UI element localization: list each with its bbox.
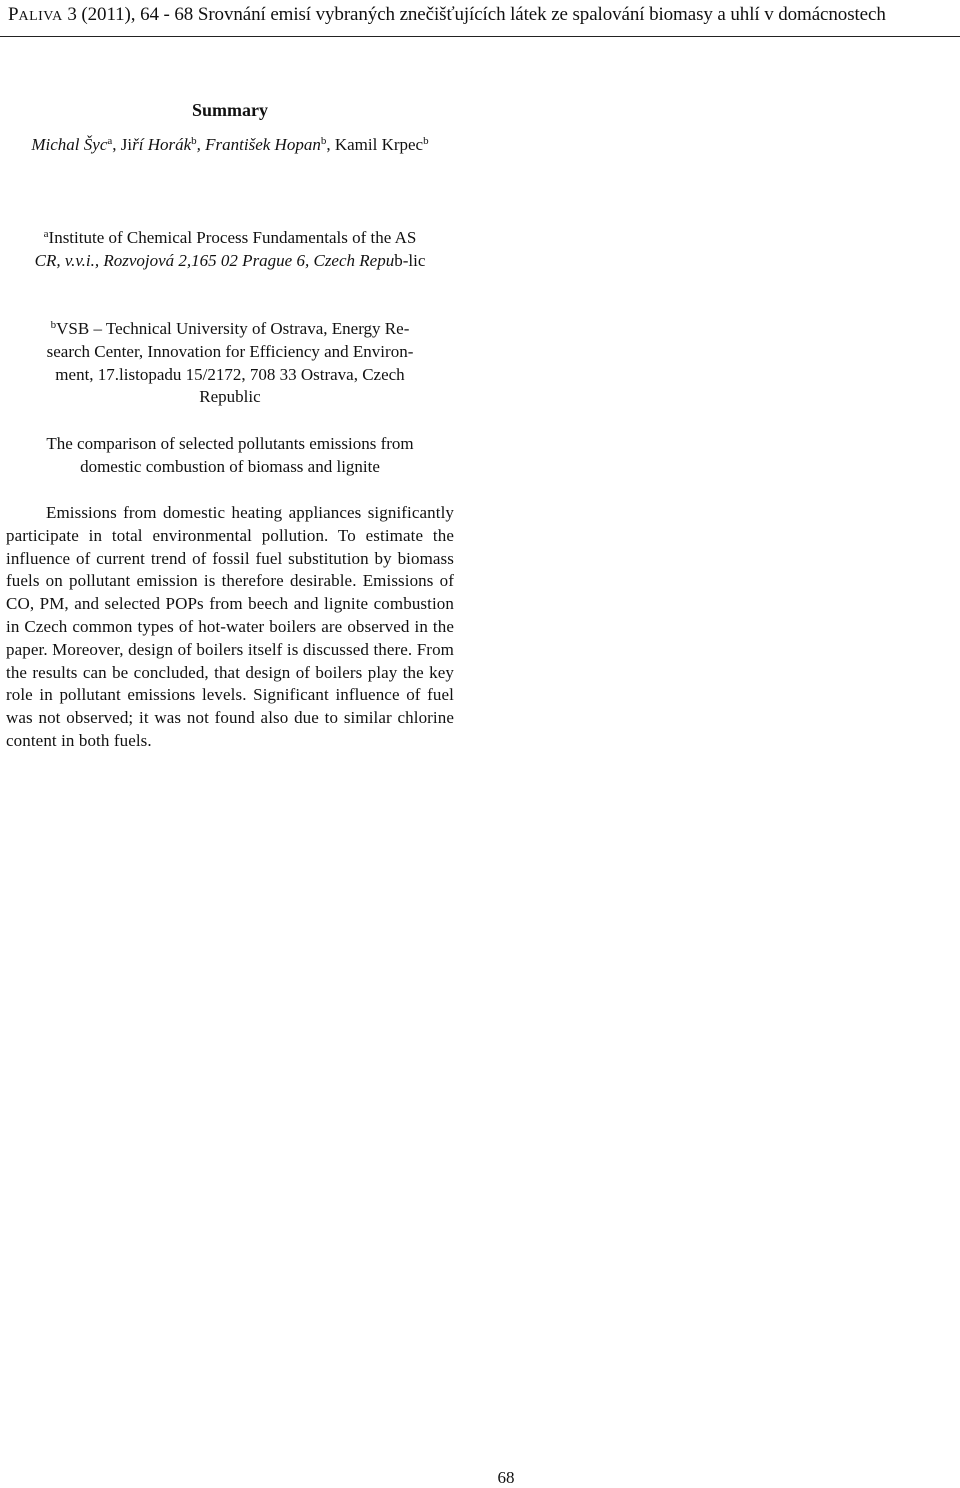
author-affiliation-mark: b [320, 135, 327, 147]
running-header [8, 4, 958, 26]
author-name: Jiří Horák [120, 135, 192, 154]
running-title: Srovnání emisí vybraných znečišťujících látek ze spalování biomasy a uhlí v domácnostech [197, 4, 886, 25]
author-affiliation-mark: a [107, 135, 113, 147]
author-affiliation-mark: b [423, 135, 429, 147]
summary-heading: Summary [192, 100, 268, 120]
affiliation-a: $^a$Institute of Chemical Process Fundamentals of the AS CR, v.v.i., Rozvojová 2,165 02 Prague 6, Czech Repub-lic [34, 228, 426, 270]
author-name: František Hopan [205, 135, 321, 154]
english-title: The comparison of selected pollutants emissions from domestic combustion of biomass and lignite [46, 434, 414, 476]
author-name: Kamil Krpec [334, 135, 424, 154]
affiliation-b: $^b$VSB – Technical University of Ostrava, Energy Re- search Center, Innovation for Efficiency and Environ- ment, 17.listopadu 15/2172, 708 33 Ostrava, Czech Republic [46, 319, 414, 407]
affiliation-mark: a [43, 228, 49, 240]
author-name: Michal Šyc [31, 135, 108, 154]
page-number: 68 [497, 1468, 515, 1487]
journal-name: PALIVA [8, 4, 63, 25]
abstract-paragraph [6, 502, 454, 753]
affiliation-mark: b [50, 319, 57, 331]
author-list: Michal Šyc$^a$, Jiří Horák$^b$, František Hopan$^b$, Kamil Krpec$^b$ [31, 135, 429, 154]
header-rule [0, 36, 960, 37]
journal-issue: 3 (2011), 64 - 68 [67, 4, 194, 25]
abstract-text: Emissions from domestic heating appliances significantly participate in total environmental pollution. To estimate the influence of current trend of fossil fuel substitution by biomass fuels on pollutant emission is therefore desirable. Emissions of CO, PM, and selected POPs from beech and lignite combustion in Czech common types of hot-water boilers are observed in the paper. Moreover, design of boilers itself is discussed there. From the results can be concluded, that design of boilers play the key role in pollutant emissions levels. Significant influence of fuel was not observed; it was not found also due to similar chlorine content in both fuels. [6, 503, 454, 750]
author-affiliation-mark: b [191, 135, 197, 147]
